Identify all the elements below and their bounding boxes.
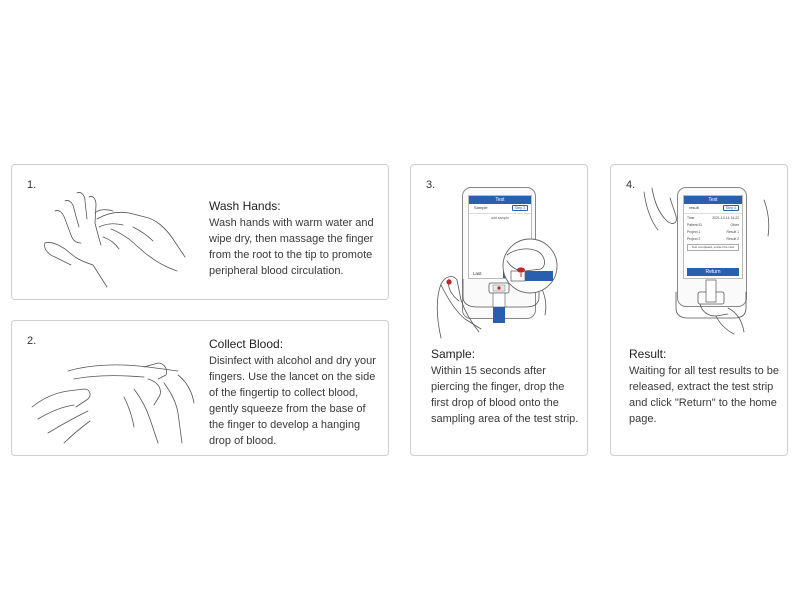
step-title: Collect Blood:: [209, 337, 284, 351]
step-title: Sample:: [431, 347, 476, 361]
step-number: 3.: [426, 179, 436, 191]
screen-label: result: [689, 205, 699, 210]
collect-blood-illustration: [28, 349, 198, 444]
result-row: Patient ID Other: [687, 223, 739, 227]
step-title: Wash Hands:: [209, 199, 281, 213]
screen-body-text: add sample: [490, 216, 510, 220]
step-title: Result:: [629, 347, 667, 361]
finger-with-blood-drop: [431, 260, 491, 340]
step-card-result: [610, 164, 788, 456]
result-row: Project 1 Result 1: [687, 230, 739, 234]
screen-header: Test: [469, 196, 531, 204]
step-description: Within 15 seconds after piercing the finger, drop the first drop of blood onto the sampling area of the test strip.: [431, 365, 579, 425]
step-number: 4.: [626, 179, 636, 191]
screen-label: Sample: [474, 205, 488, 210]
return-button[interactable]: Return: [687, 268, 739, 276]
result-row: Time 2021-10-14 14:22: [687, 216, 739, 220]
step-card-sample: [410, 164, 588, 456]
result-device-illustration: [636, 180, 786, 340]
result-notice: Test completed, extract the card: [687, 244, 739, 251]
step-description: Wash hands with warm water and wipe dry, then massage the finger from the root to the tip to promote peripheral blood circulation.: [209, 217, 374, 277]
magnified-sample-area: [501, 237, 559, 295]
step-card-collect-blood: [11, 320, 389, 456]
wash-hands-illustration: [37, 183, 187, 288]
screen-header: Test: [684, 196, 742, 204]
step-card-wash-hands: [11, 164, 389, 300]
step-chip: Step 3: [512, 205, 528, 211]
result-row: Project 2 Result 2: [687, 237, 739, 241]
step-description: Waiting for all test results to be released, extract the test strip and click "Return" to the home page.: [629, 365, 779, 425]
step-description: Disinfect with alcohol and dry your fingers. Use the lancet on the side of the fingertip to collect blood, gently squeeze from the base of the finger to develop a hanging drop of blood.: [209, 355, 376, 447]
step-number: 1.: [27, 179, 37, 191]
step-chip: Step 4: [723, 205, 739, 211]
last-button[interactable]: Last: [473, 271, 482, 276]
step-number: 2.: [27, 335, 37, 347]
